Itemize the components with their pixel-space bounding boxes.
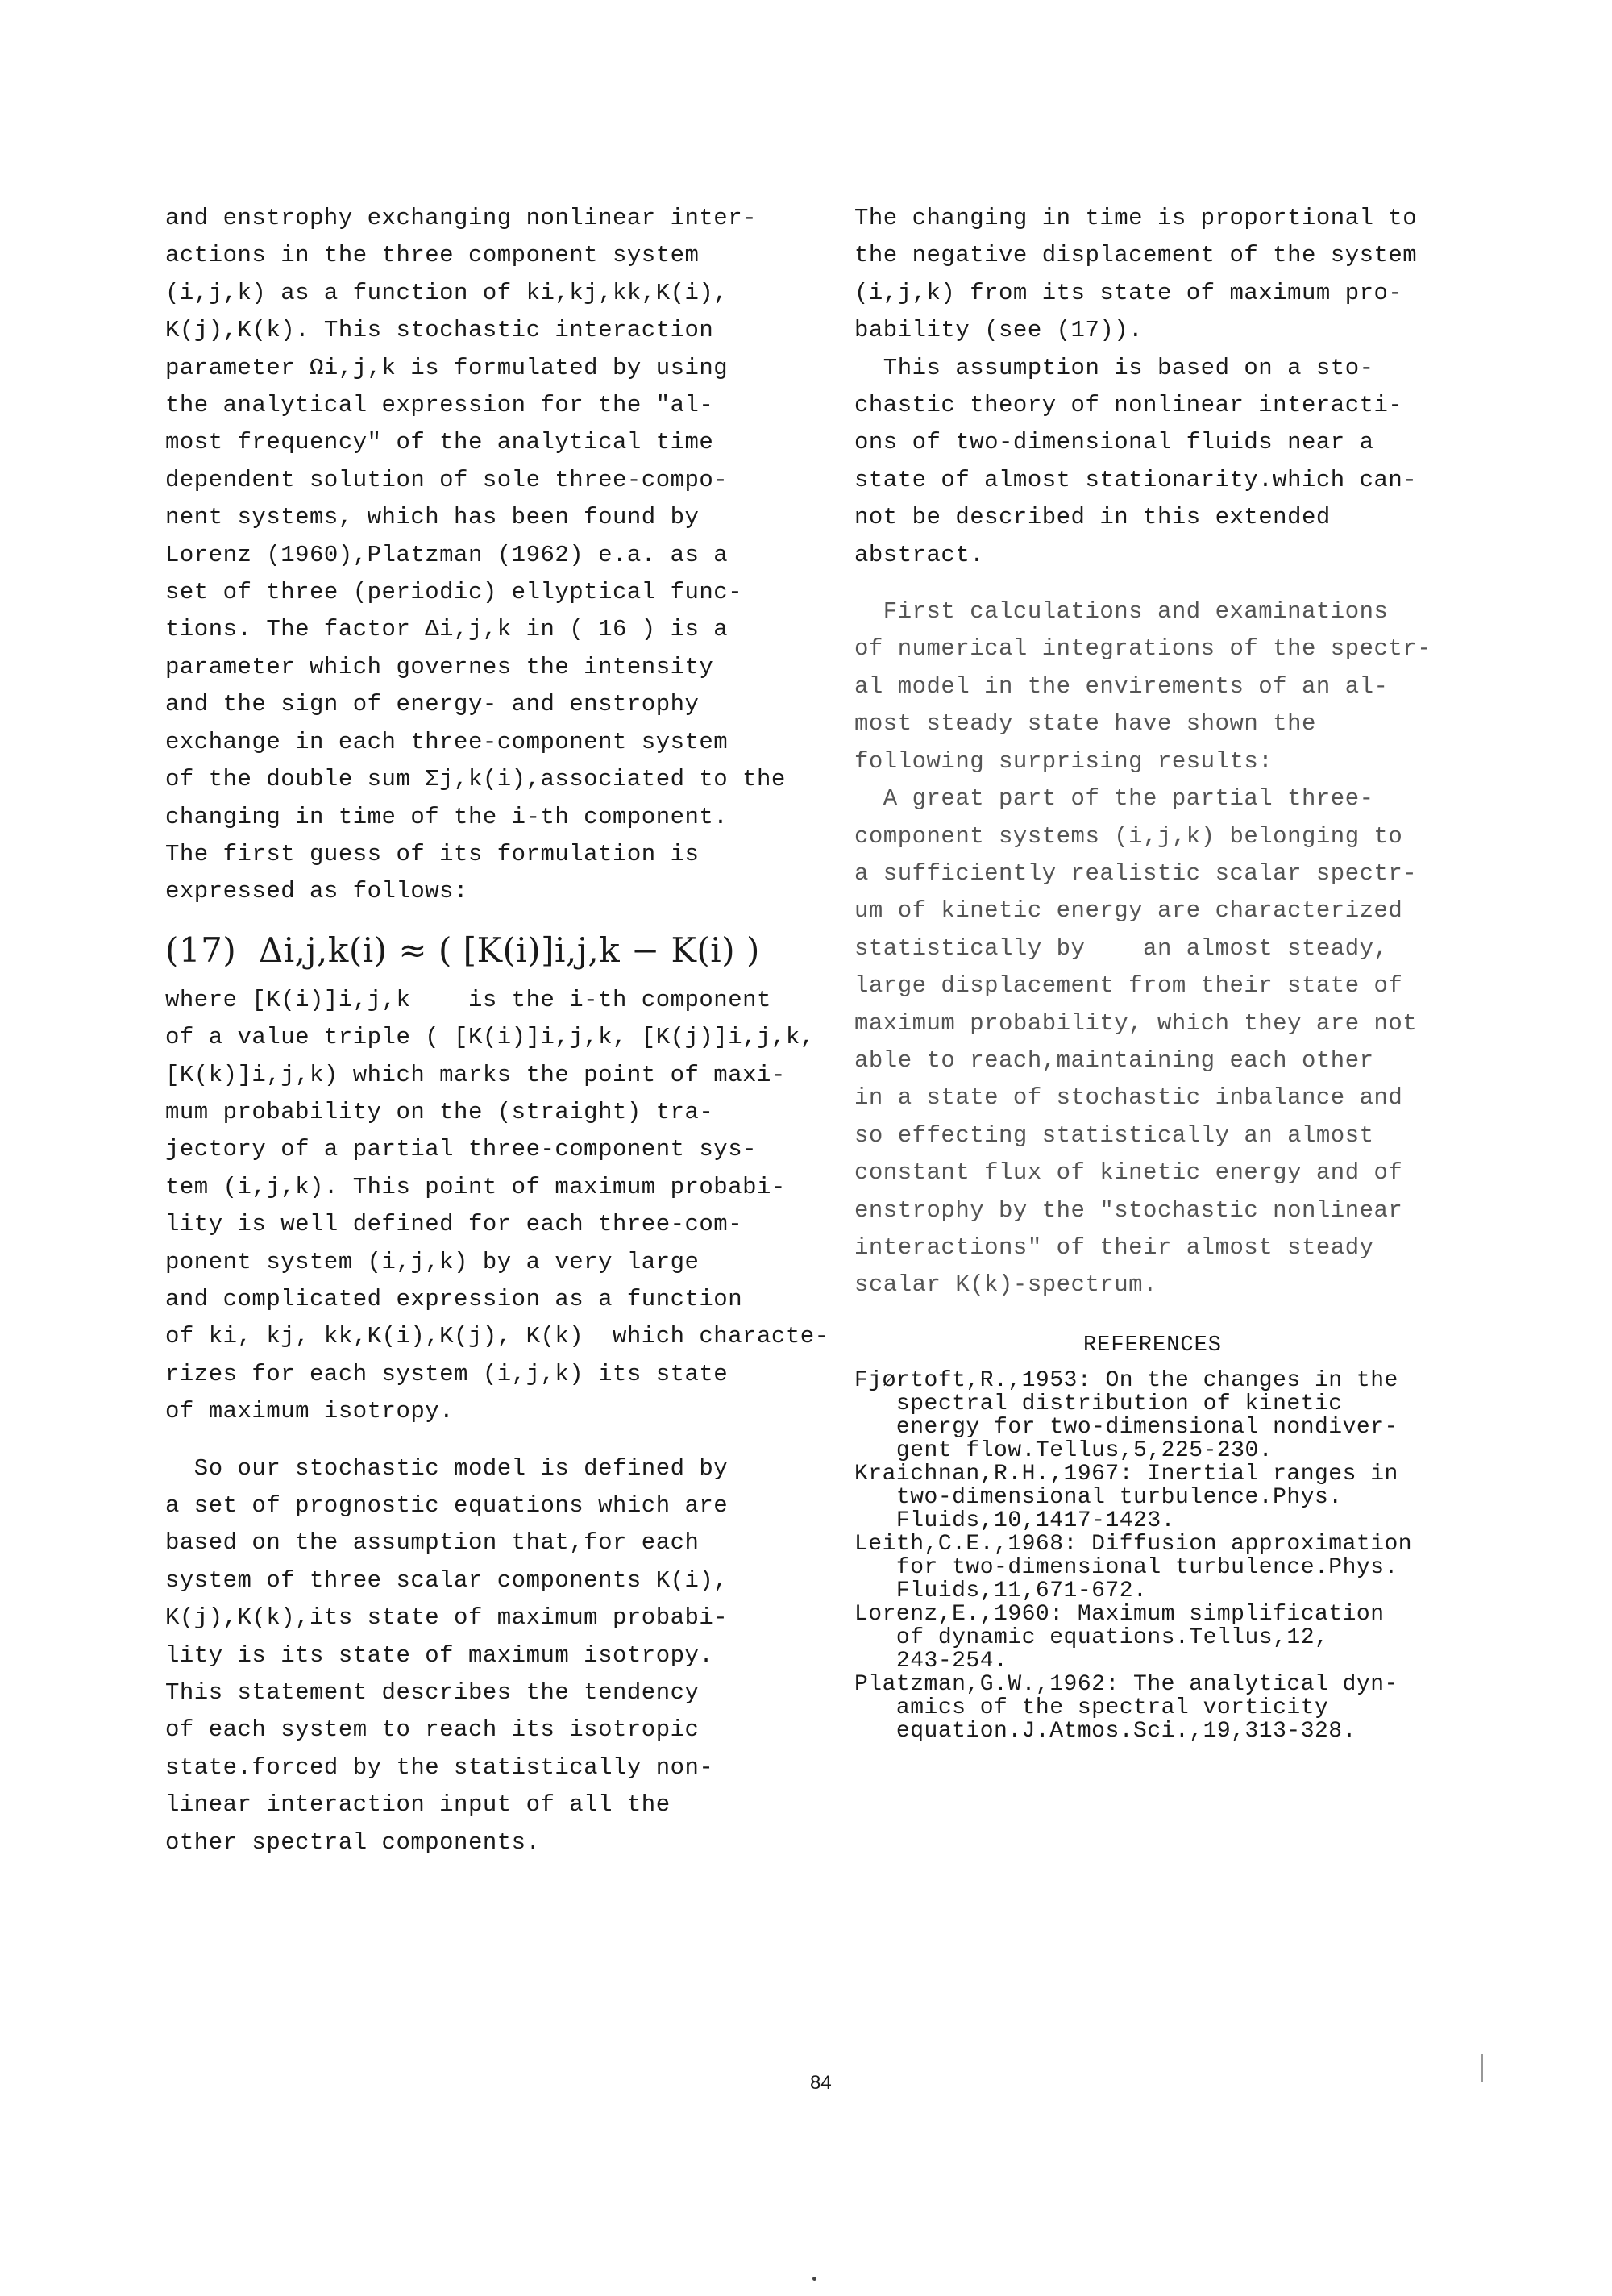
text-line: other spectral components. — [165, 1828, 541, 1856]
reference-line: two-dimensional turbulence.Phys. — [854, 1485, 1343, 1511]
reference-entry — [854, 1603, 1451, 1673]
reference-entry — [854, 1533, 1451, 1603]
reference-line: Lorenz,E.,1960: Maximum simplification — [854, 1602, 1385, 1628]
reference-line: Platzman,G.W.,1962: The analytical dyn- — [854, 1672, 1398, 1698]
text-line: state of almost stationarity.which can- — [854, 466, 1418, 493]
text-line: Lorenz (1960),Platzman (1962) e.a. as a — [165, 541, 729, 568]
reference-line: spectral distribution of kinetic — [854, 1391, 1343, 1417]
reference-line: Kraichnan,R.H.,1967: Inertial ranges in — [854, 1462, 1398, 1487]
text-line: scalar K(k)-spectrum. — [854, 1271, 1157, 1299]
text-line: dependent solution of sole three-compo- — [165, 466, 729, 493]
left-paragraph-1-continued — [165, 982, 829, 1431]
text-line: a sufficiently realistic scalar spectr- — [854, 859, 1418, 887]
text-line: lity is well defined for each three-com- — [165, 1211, 743, 1238]
text-line: tem (i,j,k). This point of maximum probabi- — [165, 1173, 786, 1200]
text-line: So our stochastic model is defined by — [165, 1454, 729, 1482]
text-line: large displacement from their state of — [854, 972, 1403, 1000]
text-line: where [K(i)]i,j,k is the i-th component — [165, 986, 771, 1013]
text-line: This statement describes the tendency — [165, 1679, 700, 1707]
reference-line: equation.J.Atmos.Sci.,19,313-328. — [854, 1719, 1356, 1745]
right-paragraph-3 — [854, 593, 1451, 1304]
text-line: maximum probability, which they are not — [854, 1009, 1418, 1037]
text-line: jectory of a partial three-component sys- — [165, 1136, 758, 1163]
reference-entry — [854, 1462, 1451, 1533]
text-line: The changing in time is proportional to — [854, 205, 1418, 231]
paragraph-gap — [854, 574, 1451, 593]
text-line: tions. The factor Δi,j,k in ( 16 ) is a — [165, 616, 729, 643]
text-line: First calculations and examinations — [854, 598, 1389, 626]
text-line: most steady state have shown the — [854, 710, 1316, 738]
text-line: um of kinetic energy are characterized — [854, 897, 1403, 925]
text-line: statistically by an almost steady, — [854, 934, 1389, 962]
scan-mark-line — [1481, 2054, 1483, 2082]
reference-line: 243-254. — [854, 1649, 1008, 1674]
text-line: constant flux of kinetic energy and of — [854, 1159, 1403, 1187]
left-paragraph-1 — [165, 200, 810, 911]
text-line: in a state of stochastic inbalance and — [854, 1084, 1403, 1112]
text-line: This assumption is based on a sto- — [854, 354, 1374, 381]
text-line: linear interaction input of all the — [165, 1791, 671, 1819]
reference-line: amics of the spectral vorticity — [854, 1695, 1329, 1721]
text-line: system of three scalar components K(i), — [165, 1566, 729, 1594]
text-line: of each system to reach its isotropic — [165, 1716, 700, 1744]
text-line: interactions" of their almost steady — [854, 1233, 1374, 1261]
text-line: mum probability on the (straight) tra- — [165, 1098, 714, 1125]
reference-line: Fluids,10,1417-1423. — [854, 1508, 1175, 1534]
text-line: of the double sum Σj,k(i),associated to the — [165, 766, 786, 793]
references-list — [854, 1369, 1451, 1743]
reference-line: gent flow.Tellus,5,225-230. — [854, 1438, 1273, 1464]
left-column — [165, 200, 829, 1861]
text-line: nent systems, which has been found by — [165, 504, 700, 531]
text-line: K(j),K(k). This stochastic interaction — [165, 317, 714, 344]
text-line: [K(k)]i,j,k) which marks the point of maxi- — [165, 1061, 786, 1088]
text-line: chastic theory of nonlinear interacti- — [854, 392, 1403, 419]
text-line: (i,j,k) from its state of maximum pro- — [854, 279, 1403, 306]
text-line: and complicated expression as a function — [165, 1285, 743, 1312]
text-line: abstract. — [854, 541, 985, 568]
equation-17: (17) Δi,j,k(i) ≈ ( [K(i)]i,j,k − K(i) ) — [165, 930, 760, 970]
page-number: 84 — [810, 2072, 832, 2094]
references-heading: REFERENCES — [1082, 1333, 1223, 1358]
text-line: rizes for each system (i,j,k) its state — [165, 1360, 729, 1387]
text-line: based on the assumption that,for each — [165, 1529, 700, 1557]
text-line: most frequency" of the analytical time — [165, 429, 714, 456]
reference-line: of dynamic equations.Tellus,12, — [854, 1625, 1329, 1651]
text-line: enstrophy by the "stochastic nonlinear — [854, 1196, 1403, 1224]
text-line: exchange in each three-component system — [165, 728, 729, 755]
right-column — [854, 200, 1451, 1743]
text-line: actions in the three component system — [165, 242, 700, 269]
text-line: changing in time of the i-th component. — [165, 803, 729, 830]
text-line: ons of two-dimensional fluids near a — [854, 429, 1374, 456]
text-line: not be described in this extended — [854, 504, 1331, 531]
text-line: the analytical expression for the "al- — [165, 392, 714, 419]
reference-line: Leith,C.E.,1968: Diffusion approximation — [854, 1532, 1413, 1558]
reference-line: Fjørtoft,R.,1953: On the changes in the — [854, 1368, 1398, 1394]
text-line: A great part of the partial three- — [854, 785, 1374, 813]
text-line: and the sign of energy- and enstrophy — [165, 691, 700, 718]
right-paragraph-2 — [854, 350, 1451, 574]
left-paragraph-2 — [165, 1450, 810, 1861]
text-line: bability (see (17)). — [854, 317, 1144, 344]
text-line: and enstrophy exchanging nonlinear inter- — [165, 205, 758, 231]
paragraph-gap — [165, 1431, 810, 1450]
text-line: so effecting statistically an almost — [854, 1121, 1374, 1149]
text-line: parameter Ωi,j,k is formulated by using — [165, 354, 729, 381]
text-line: set of three (periodic) ellyptical func- — [165, 579, 743, 606]
reference-entry — [854, 1369, 1451, 1462]
text-line: a set of prognostic equations which are — [165, 1492, 729, 1519]
text-line: able to reach,maintaining each other — [854, 1046, 1374, 1074]
right-paragraph-1 — [854, 200, 1451, 350]
reference-line: Fluids,11,671-672. — [854, 1578, 1148, 1604]
text-line: lity is its state of maximum isotropy. — [165, 1641, 714, 1669]
text-line: following surprising results: — [854, 747, 1273, 775]
reference-line: energy for two-dimensional nondiver- — [854, 1415, 1398, 1441]
reference-entry — [854, 1673, 1451, 1743]
text-line: state.forced by the statistically non- — [165, 1753, 714, 1781]
text-line: of numerical integrations of the spectr- — [854, 635, 1432, 663]
text-line: component systems (i,j,k) belonging to — [854, 822, 1403, 850]
text-line: (i,j,k) as a function of ki,kj,kk,K(i), — [165, 279, 729, 306]
text-line: of a value triple ( [K(i)]i,j,k, [K(j)]i,j,k, — [165, 1024, 829, 1051]
text-line: al model in the envirements of an al- — [854, 672, 1389, 700]
text-line: the negative displacement of the system — [854, 242, 1418, 269]
text-line: ponent system (i,j,k) by a very large — [165, 1248, 700, 1275]
text-line: expressed as follows: — [165, 878, 468, 905]
text-line: of maximum isotropy. — [165, 1398, 455, 1425]
text-line: K(j),K(k),its state of maximum probabi- — [165, 1604, 729, 1632]
text-line: The first guess of its formulation is — [165, 840, 700, 867]
scan-mark-dot — [812, 2277, 816, 2281]
text-line: of ki, kj, kk,K(i),K(j), K(k) which characte- — [165, 1323, 829, 1350]
text-line: parameter which governes the intensity — [165, 653, 714, 680]
reference-line: for two-dimensional turbulence.Phys. — [854, 1555, 1398, 1581]
